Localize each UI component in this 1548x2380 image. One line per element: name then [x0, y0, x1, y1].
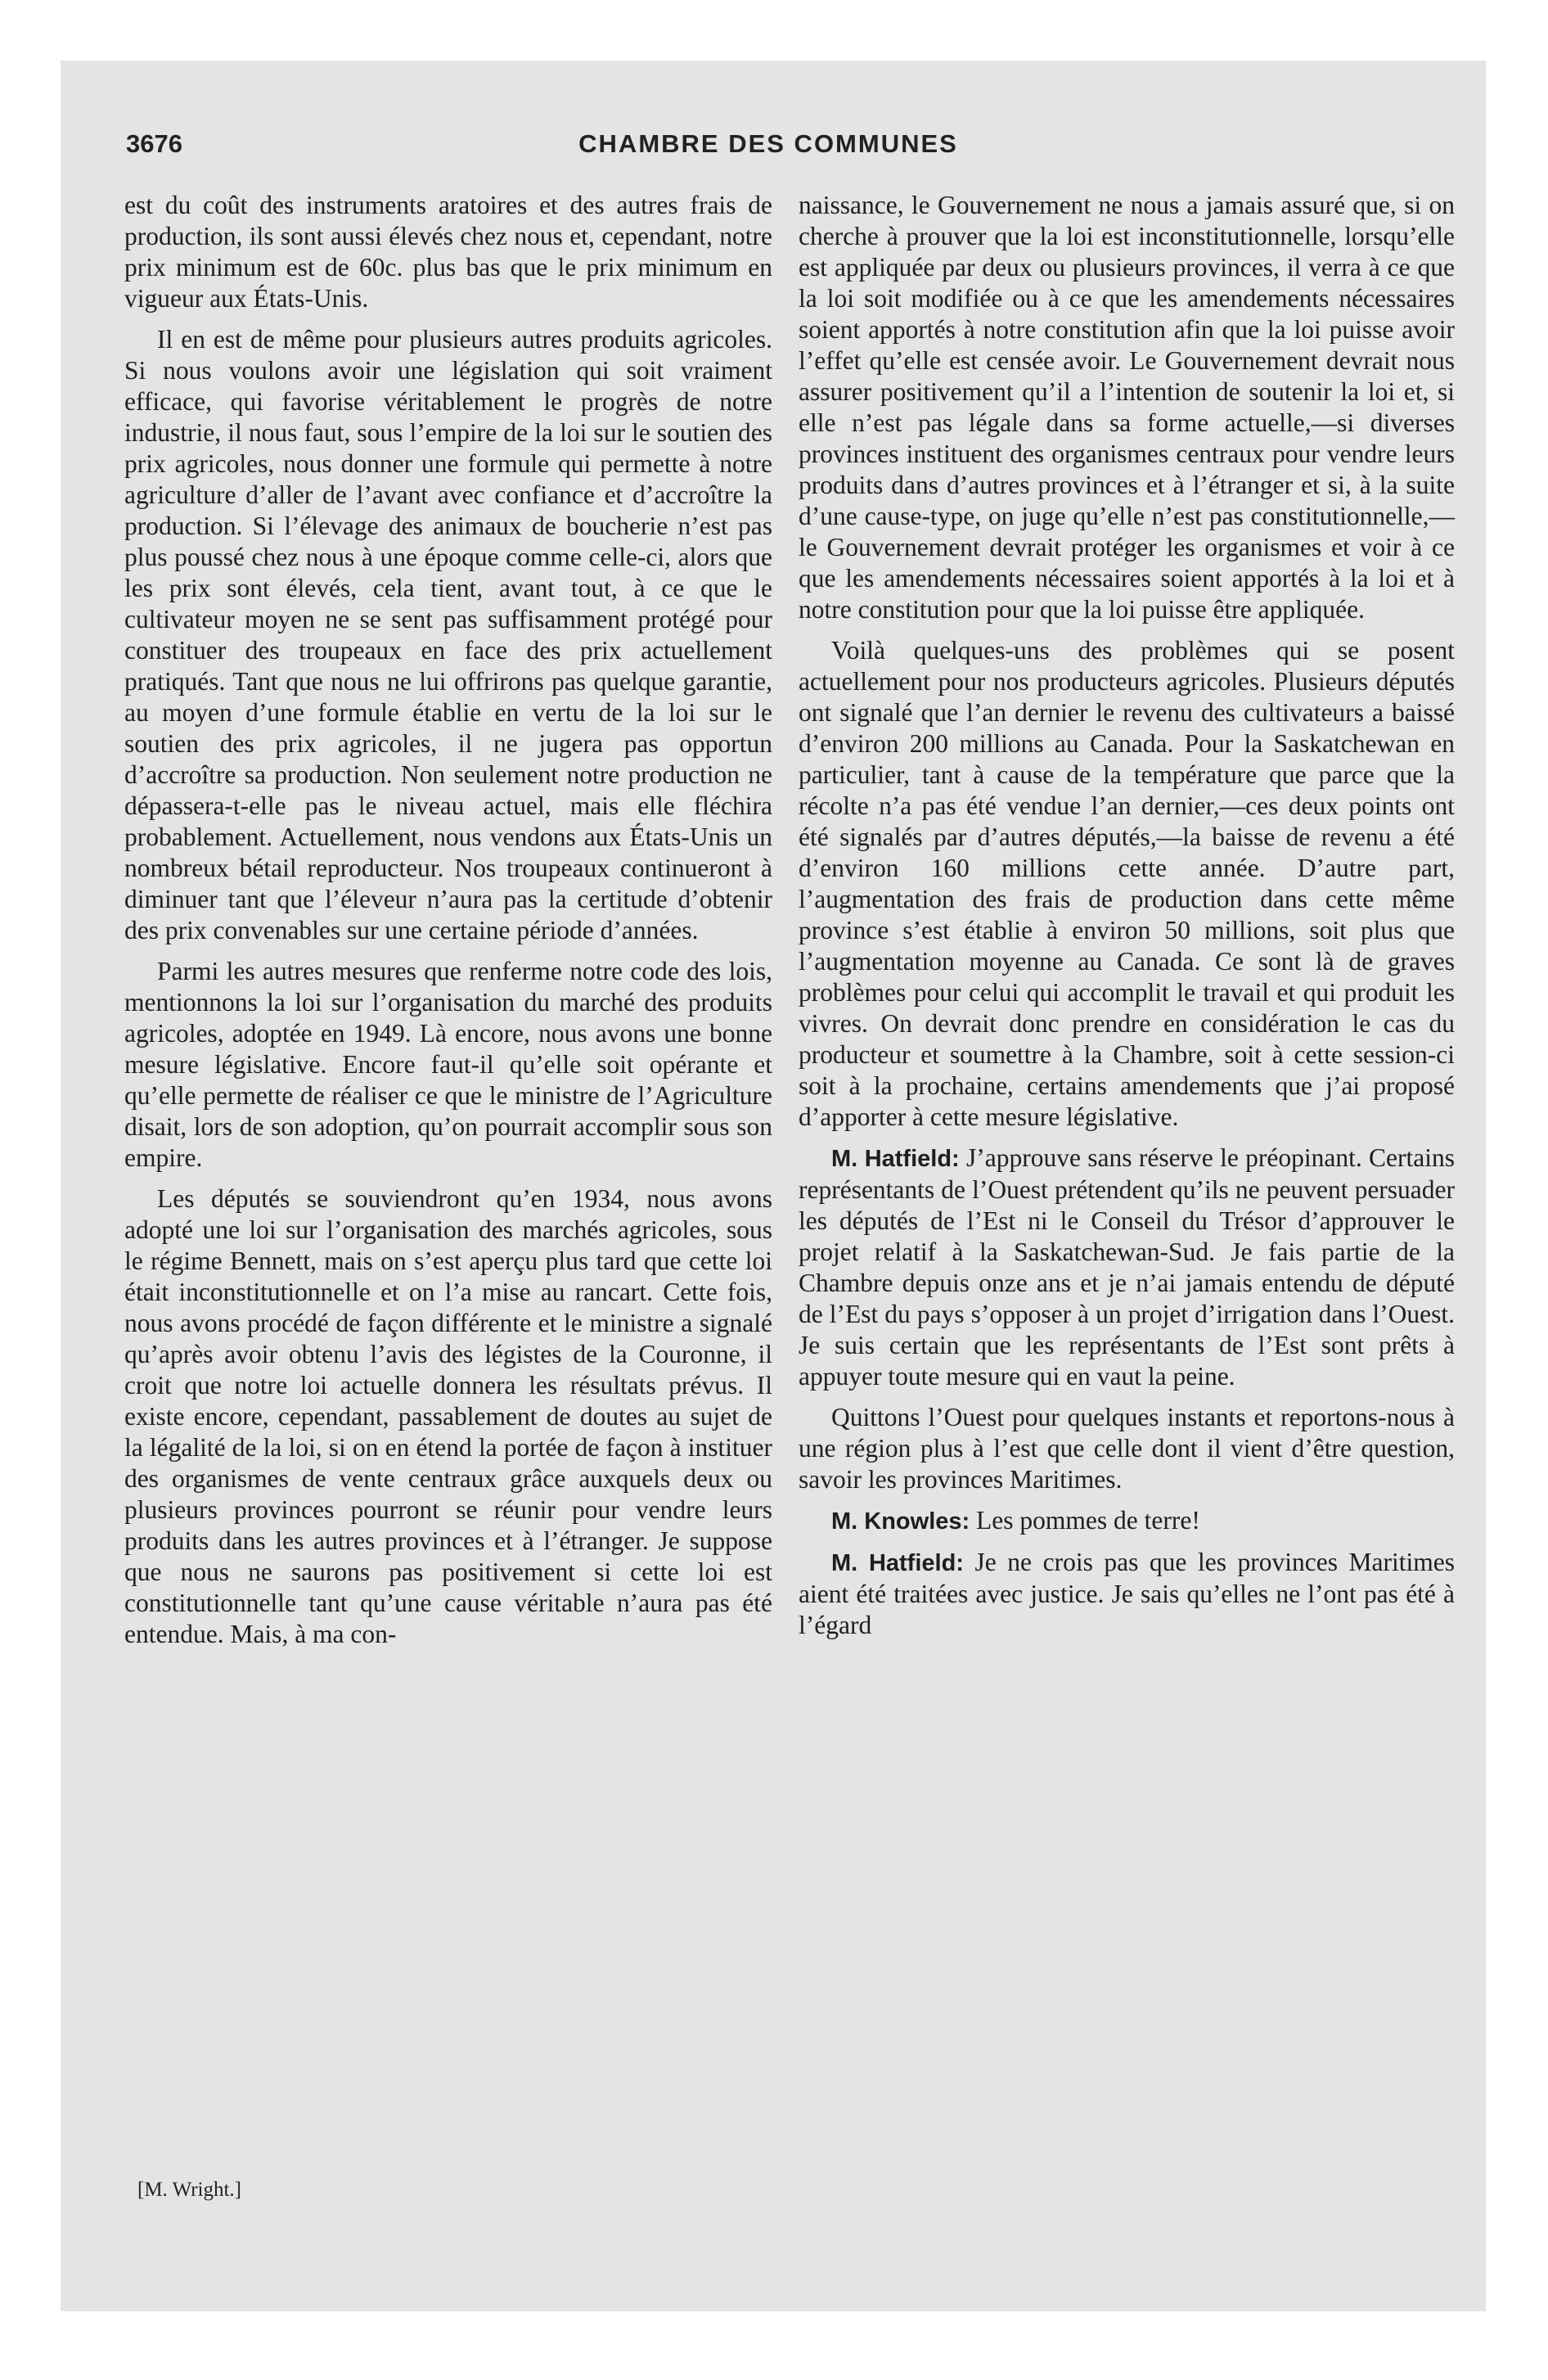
- speaker-name: M. Hatfield:: [831, 1146, 960, 1172]
- paragraph: Quittons l’Ouest pour quelques instants et reportons-nous à une région plus à l’est que celle dont il vient d’être question, savoir les provinces Maritimes.: [799, 1403, 1455, 1494]
- speech-text: Je ne crois pas que les provinces Maritimes aient été traitées avec justice. Je sais qu’elles ne l’ont pas été à l’égard: [799, 1548, 1455, 1639]
- page-number: 3676: [126, 129, 182, 158]
- speaker-name: M. Hatfield:: [831, 1550, 964, 1576]
- page-title: CHAMBRE DES COMMUNES: [578, 129, 958, 158]
- paragraph: Il en est de même pour plusieurs autres produits agricoles. Si nous voulons avoir une législation qui soit vraiment efficace, qui favorise véritablement le progrès de notre industrie, il nous faut, sous l’empire de la loi sur le soutien des prix agricoles, nous donner une formule qui permette à notre agriculture d’aller de l’avant avec confiance et d’accroître la production. Si l’élevage des animaux de boucherie n’est pas plus poussé chez nous à une époque comme celle-ci, alors que les prix sont élevés, cela tient, avant tout, à ce que le cultivateur moyen ne se sent pas suffisamment protégé pour constituer des troupeaux en face des prix actuellement pratiqués. Tant que nous ne lui offrirons pas quelque garantie, au moyen d’une formule établie en vertu de la loi sur le soutien des prix agricoles, il ne jugera pas opportun d’accroître sa production. Non seulement notre production ne dépassera-t-elle pas le niveau actuel, mais elle fléchira probablement. Actuellement, nous vendons aux États-Unis un nombreux bétail reproducteur. Nos troupeaux continueront à diminuer tant que l’éleveur n’aura pas la certitude d’obtenir des prix convenables sur une certaine période d’années.: [124, 325, 772, 944]
- speech-paragraph: [799, 1505, 1455, 1537]
- page-header: [126, 129, 1411, 170]
- speech-paragraph: [799, 1143, 1455, 1392]
- speech-paragraph: [799, 1547, 1455, 1641]
- paragraph: Les députés se souviendront qu’en 1934, nous avons adopté une loi sur l’organisation des marchés agricoles, sous le régime Bennett, mais on s’est aperçu plus tard que cette loi était inconstitutionnelle et on l’a mise au rancart. Cette fois, nous avons procédé de façon différente et le ministre a signalé qu’après avoir obtenu l’avis des légistes de la Couronne, il croit que notre loi actuelle donnera les résultats prévus. Il existe encore, cependant, passablement de doutes au sujet de la légalité de la loi, si on en étend la portée de façon à instituer des organismes de vente centraux grâce auxquels deux ou plusieurs provinces pourront se réunir pour vendre leurs produits dans les autres provinces et à l’étranger. Je suppose que nous ne saurons pas positivement si cette loi est constitutionnelle tant qu’une cause véritable n’aura pas été entendue. Mais, à ma con-: [124, 1184, 772, 1648]
- footer-speaker-reference: [M. Wright.]: [137, 2179, 241, 2201]
- speaker-name: M. Knowles:: [831, 1508, 970, 1535]
- paragraph: est du coût des instruments aratoires et des autres frais de production, ils sont aussi élevés chez nous et, cependant, notre prix minimum est de 60c. plus bas que le prix minimum en vigueur aux États-Unis.: [124, 191, 772, 313]
- paragraph: Voilà quelques-uns des problèmes qui se posent actuellement pour nos producteurs agricoles. Plusieurs députés ont signalé que l’an dernier le revenu des cultivateurs a baissé d’environ 200 millions au Canada. Pour la Saskatchewan en particulier, tant à cause de la température que parce que la récolte n’a pas été vendue l’an dernier,—ces deux points ont été signalés par d’autres députés,—la baisse de revenu a été d’environ 160 millions cette année. D’autre part, l’augmentation des frais de production dans cette même province s’est établie à environ 50 millions, soit plus que l’augmentation moyenne au Canada. Ce sont là de graves problèmes pour celui qui accomplit le travail et qui produit les vivres. On devrait donc prendre en considération le cas du producteur et soumettre à la Chambre, soit à cette session-ci soit à la prochaine, certains amendements que j’ai proposé d’apporter à cette mesure législative.: [799, 636, 1455, 1131]
- speech-text: Les pommes de terre!: [976, 1506, 1200, 1535]
- speech-text: J’approuve sans réserve le préopinant. Certains représentants de l’Ouest prétendent qu’ils ne peuvent persuader les députés de l’Est ni le Conseil du Trésor d’approuver le projet relatif à la Saskatchewan-Sud. Je fais partie de la Chambre depuis onze ans et je n’ai jamais entendu de député de l’Est du pays s’opposer à un projet d’irrigation dans l’Ouest. Je suis certain que les représentants de l’Est sont prêts à appuyer toute mesure qui en vaut la peine.: [799, 1143, 1456, 1391]
- left-column: [124, 190, 772, 1660]
- right-column: [799, 190, 1455, 1651]
- paragraph: Parmi les autres mesures que renferme notre code des lois, mentionnons la loi sur l’organisation du marché des produits agricoles, adoptée en 1949. Là encore, nous avons une bonne mesure législative. Encore faut-il qu’elle soit opérante et qu’elle permette de réaliser ce que le ministre de l’Agriculture disait, lors de son adoption, qu’on pourrait accomplir sous son empire.: [124, 957, 772, 1172]
- paragraph: naissance, le Gouvernement ne nous a jamais assuré que, si on cherche à prouver que la loi est inconstitutionnelle, lorsqu’elle est appliquée par deux ou plusieurs provinces, il verra à ce que la loi soit modifiée ou à ce que les amendements nécessaires soient apportés à notre constitution afin que la loi puisse avoir l’effet qu’elle est censée avoir. Le Gouvernement devrait nous assurer positivement qu’il a l’intention de soutenir la loi et, si elle n’est pas légale dans sa forme actuelle,—si diverses provinces instituent des organismes centraux pour vendre leurs produits dans d’autres provinces et à l’étranger et si, à la suite d’une cause-type, on juge qu’elle n’est pas constitutionnelle,—le Gouvernement devrait protéger les organismes et voir à ce que les amendements nécessaires soient apportés à la loi et à notre constitution pour que la loi puisse être appliquée.: [799, 191, 1455, 624]
